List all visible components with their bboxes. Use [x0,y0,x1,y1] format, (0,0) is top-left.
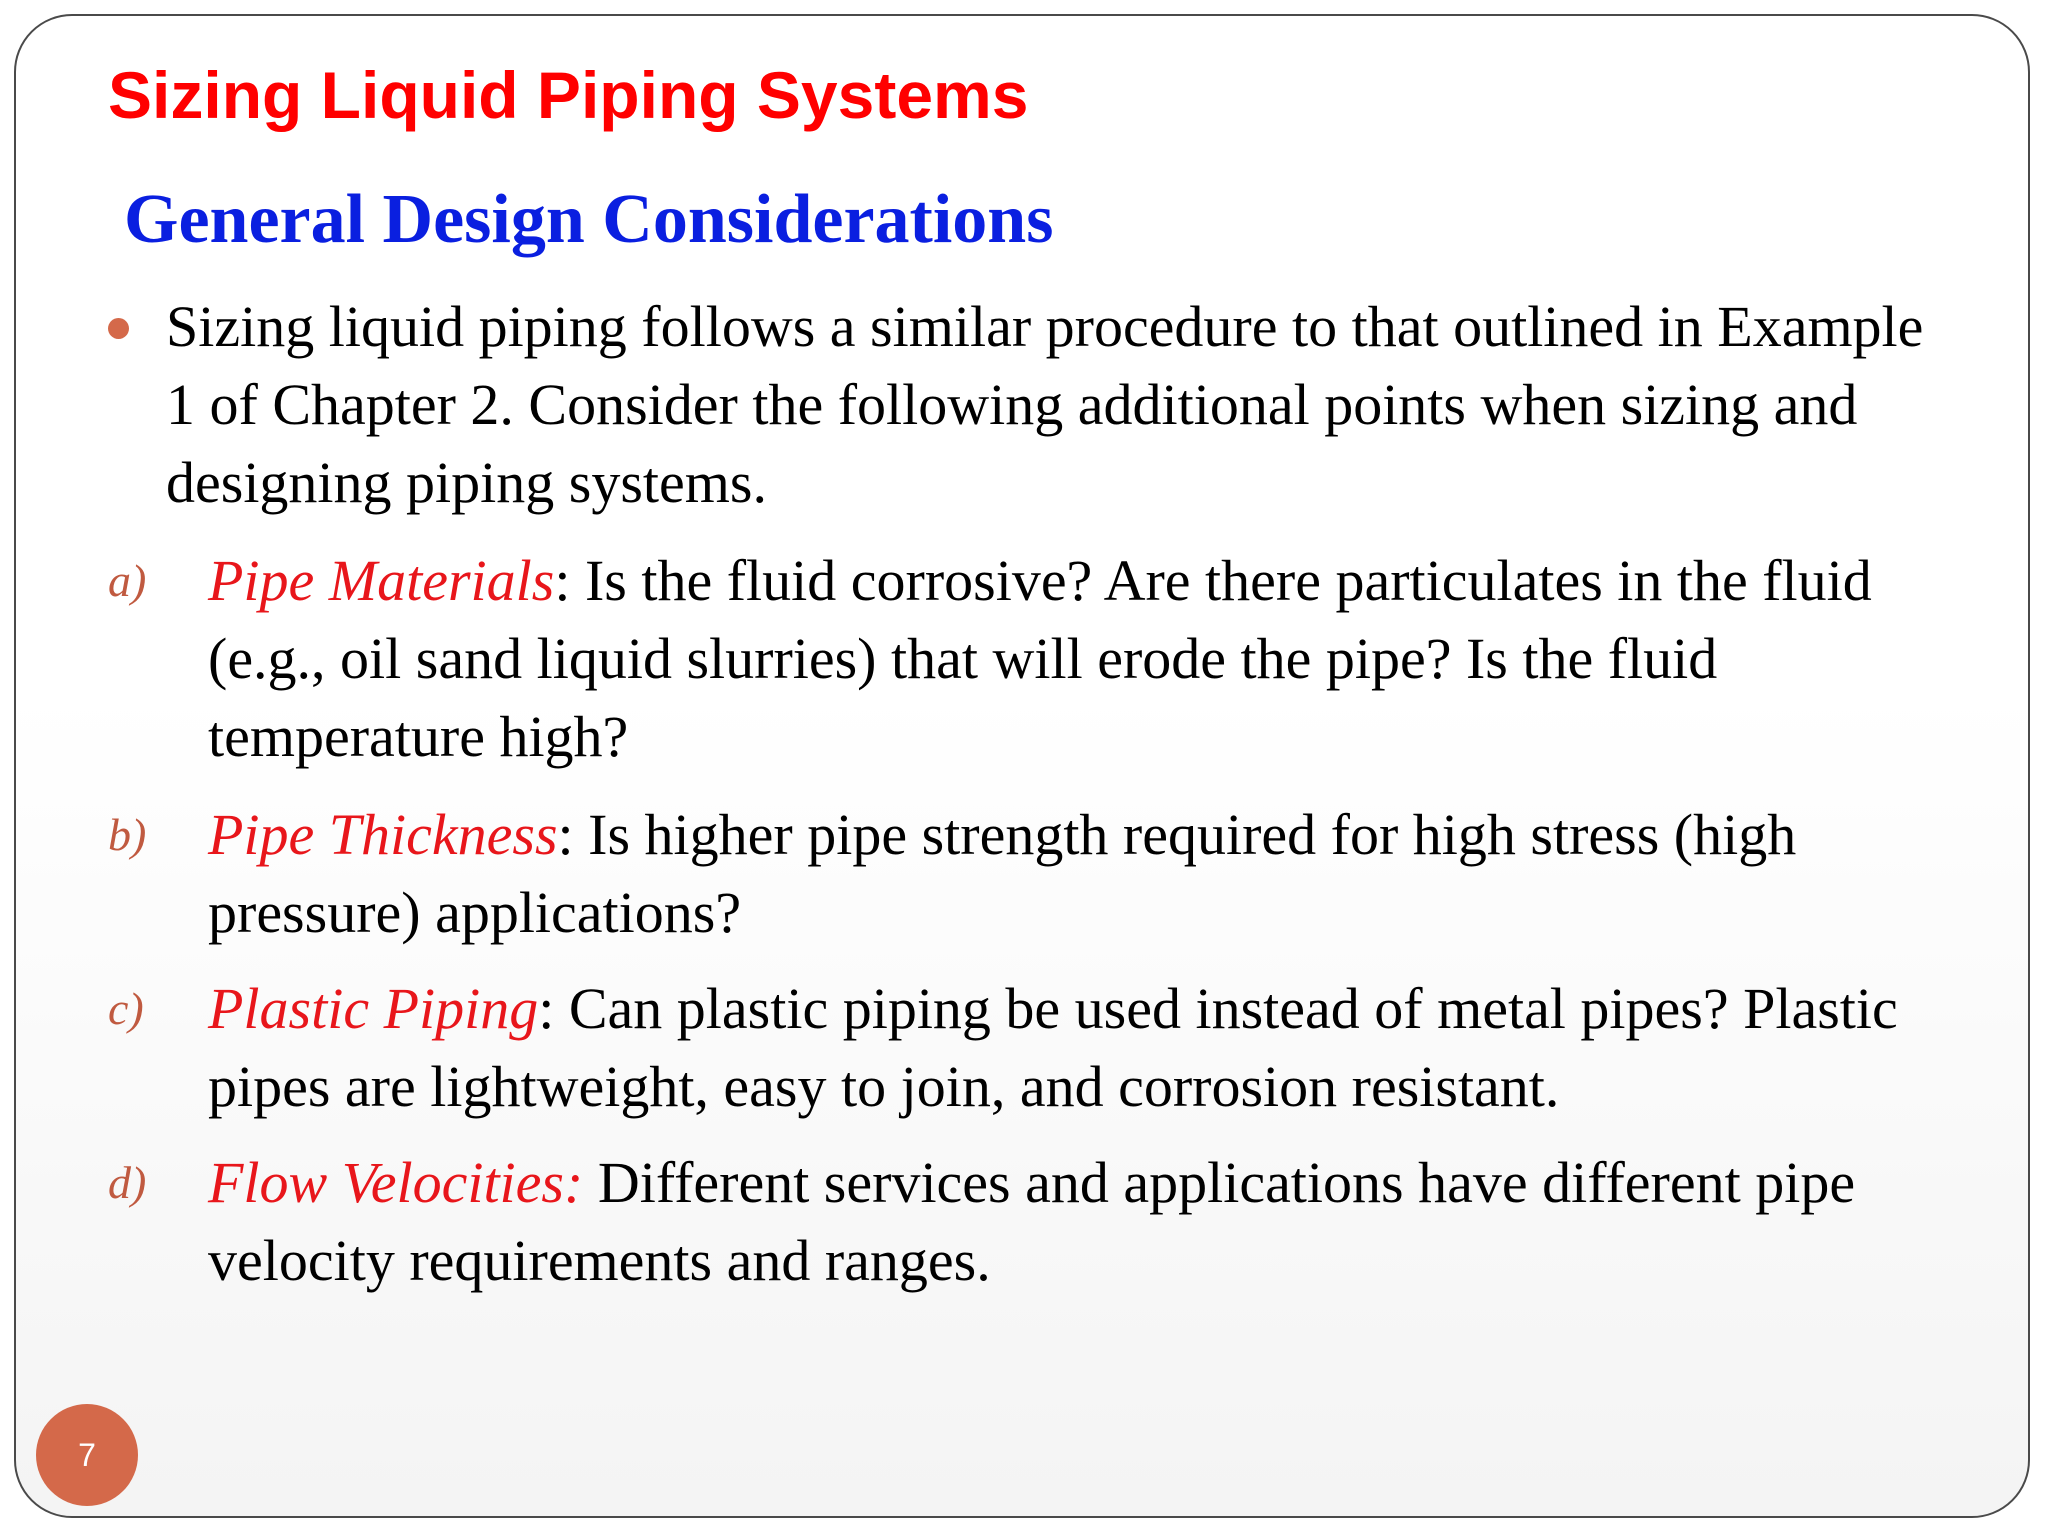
intro-paragraph: Sizing liquid piping follows a similar procedure to that outlined in Example 1 of Chapter 2. Consider the following additional points when sizing and designing piping systems. [166,294,1924,515]
list-item-body [208,542,1988,776]
list-item-separator: : [557,802,574,867]
list-item-text: Different services and applications have different pipe velocity requirements and ranges. [208,1150,1856,1293]
list-item-separator: : [554,548,571,613]
list-item-text: Can plastic piping be used instead of metal pipes? Plastic pipes are lightweight, easy to join, and corrosion resistant. [208,976,1898,1119]
page-number-badge: 7 [36,1404,138,1506]
list-item-term: Pipe Materials [208,548,555,613]
list-item-flow-velocities [108,1144,1988,1300]
list-item-pipe-thickness [108,796,1988,952]
bullet-icon [108,318,129,339]
list-item-term: Pipe Thickness [208,802,558,867]
list-item-body [208,970,1988,1126]
list-marker: a) [108,555,147,606]
list-item-text: Is the fluid corrosive? Are there particulates in the fluid (e.g., oil sand liquid slurries) that will erode the pipe? Is the fluid temperature high? [208,548,1872,769]
list-item-pipe-materials [108,542,1988,776]
list-item-text: Is higher pipe strength required for high stress (high pressure) applications? [208,802,1797,945]
slide-title: Sizing Liquid Piping Systems [108,58,1029,132]
list-item-separator: : [538,976,555,1041]
list-item-term: Plastic Piping [208,976,539,1041]
list-item-body [208,796,1988,952]
list-marker: b) [108,809,147,860]
list-item-body [208,1144,1988,1300]
slide-subtitle: General Design Considerations [124,181,1054,258]
list-marker: c) [108,983,144,1034]
list-item-term: Flow Velocities: [208,1150,584,1215]
slide [14,14,2030,1518]
list-marker: d) [108,1157,147,1208]
list-item-plastic-piping [108,970,1988,1126]
